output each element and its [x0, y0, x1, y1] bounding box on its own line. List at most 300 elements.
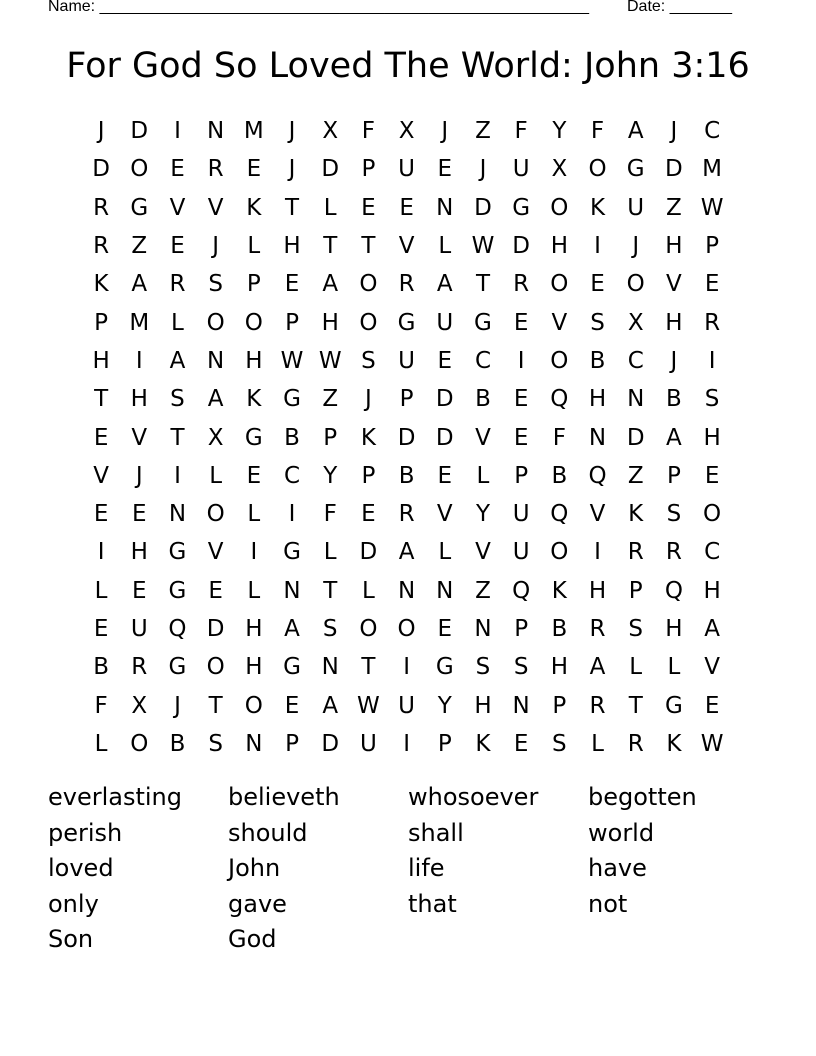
grid-letter[interactable]: R	[207, 156, 224, 183]
grid-letter[interactable]: B	[284, 424, 300, 451]
grid-letter[interactable]: O	[550, 194, 569, 221]
word-list-item: begotten	[588, 783, 697, 811]
grid-letter[interactable]: K	[666, 730, 682, 757]
grid-letter[interactable]: G	[283, 386, 301, 413]
grid-letter[interactable]: G	[474, 309, 492, 336]
grid-letter[interactable]: E	[437, 616, 453, 642]
grid-letter[interactable]: E	[513, 309, 529, 336]
grid-letter[interactable]: U	[130, 616, 148, 642]
grid-letter[interactable]: Z	[322, 386, 339, 413]
grid-letter[interactable]: J	[479, 156, 487, 183]
grid-letter[interactable]: D	[435, 424, 454, 451]
grid-letter[interactable]: L	[361, 577, 375, 604]
grid-letter[interactable]: O	[626, 271, 645, 298]
grid-letter[interactable]: I	[594, 539, 601, 566]
grid-letter[interactable]: E	[590, 271, 605, 298]
grid-letter[interactable]: E	[93, 501, 109, 528]
grid-letter[interactable]: R	[589, 692, 606, 719]
page-title: For God So Loved The World: John 3:16	[66, 46, 750, 86]
grid-letter[interactable]: V	[475, 539, 491, 566]
grid-letter[interactable]: Y	[437, 692, 452, 719]
grid-letter[interactable]: B	[551, 616, 568, 642]
grid-letter[interactable]: S	[628, 616, 644, 642]
grid-letter[interactable]: U	[398, 347, 416, 374]
grid-letter[interactable]: V	[551, 309, 568, 336]
grid-letter[interactable]: L	[629, 654, 643, 681]
grid-letter[interactable]: O	[244, 692, 263, 719]
grid-letter[interactable]: V	[436, 501, 453, 528]
grid-letter[interactable]: B	[475, 386, 491, 413]
grid-letter[interactable]: B	[666, 386, 682, 413]
grid-letter[interactable]: X	[398, 118, 415, 145]
grid-letter[interactable]: E	[513, 424, 529, 451]
grid-letter[interactable]: I	[97, 539, 105, 566]
grid-letter[interactable]: L	[438, 539, 452, 566]
grid-letter[interactable]: A	[169, 347, 186, 374]
grid-letter[interactable]: E	[513, 730, 529, 757]
grid-letter[interactable]: H	[665, 233, 683, 260]
grid-letter[interactable]: V	[398, 233, 415, 260]
grid-letter[interactable]: W	[280, 347, 304, 374]
grid-letter[interactable]: A	[322, 271, 339, 298]
grid-letter[interactable]: P	[514, 616, 529, 642]
grid-letter[interactable]: P	[628, 577, 643, 604]
grid-letter[interactable]: E	[93, 424, 109, 451]
grid-letter[interactable]: S	[208, 271, 223, 298]
grid-letter[interactable]: K	[360, 424, 376, 451]
grid-letter[interactable]: E	[132, 577, 147, 604]
grid-letter[interactable]: N	[512, 692, 530, 719]
grid-letter[interactable]: Q	[550, 386, 569, 413]
grid-letter[interactable]: I	[708, 347, 716, 374]
grid-letter[interactable]: P	[399, 386, 414, 413]
word-list-item: world	[588, 818, 655, 847]
grid-letter[interactable]: J	[174, 692, 181, 719]
grid-letter[interactable]: M	[129, 309, 150, 336]
grid-letter[interactable]: R	[93, 233, 110, 260]
grid-letter[interactable]: K	[246, 386, 262, 413]
grid-letter[interactable]: I	[403, 654, 410, 681]
grid-letter[interactable]: D	[359, 539, 378, 566]
grid-letter[interactable]: H	[703, 577, 721, 604]
grid-letter[interactable]: R	[93, 194, 110, 221]
grid-letter[interactable]: S	[552, 730, 567, 757]
grid-letter[interactable]: R	[169, 271, 186, 298]
grid-letter[interactable]: E	[361, 194, 376, 221]
grid-letter[interactable]: O	[359, 271, 378, 298]
grid-letter[interactable]: B	[169, 730, 186, 757]
grid-letter[interactable]: L	[247, 233, 261, 260]
grid-letter[interactable]: F	[94, 692, 108, 719]
grid-letter[interactable]: F	[590, 118, 605, 145]
grid-letter[interactable]: Y	[323, 462, 338, 489]
grid-letter[interactable]: Z	[131, 233, 148, 260]
grid-letter[interactable]: N	[321, 654, 339, 681]
grid-letter[interactable]: H	[474, 692, 492, 719]
grid-letter[interactable]: H	[245, 654, 263, 681]
grid-letter[interactable]: U	[398, 156, 416, 183]
grid-letter[interactable]: Z	[475, 577, 491, 604]
grid-letter[interactable]: I	[403, 730, 410, 757]
grid-letter[interactable]: M	[702, 156, 723, 183]
grid-letter[interactable]: T	[475, 271, 490, 298]
grid-letter[interactable]: R	[131, 654, 148, 681]
grid-letter[interactable]: D	[130, 118, 149, 145]
grid-letter[interactable]: Q	[664, 577, 683, 604]
grid-letter[interactable]: U	[436, 309, 454, 336]
grid-letter[interactable]: W	[318, 347, 342, 374]
grid-letter[interactable]: R	[627, 539, 644, 566]
grid-letter[interactable]: S	[513, 654, 529, 681]
grid-letter[interactable]: G	[168, 577, 187, 604]
grid-letter[interactable]: I	[250, 539, 258, 566]
grid-letter[interactable]: J	[365, 386, 372, 413]
grid-letter[interactable]: A	[704, 616, 720, 642]
word-list-item: John	[228, 854, 281, 882]
grid-letter[interactable]: O	[359, 309, 378, 336]
grid-letter[interactable]: L	[667, 654, 681, 681]
grid-letter[interactable]: L	[209, 462, 223, 489]
grid-letter[interactable]: E	[704, 271, 720, 298]
grid-letter[interactable]: J	[97, 118, 105, 145]
grid-letter[interactable]: D	[321, 156, 340, 183]
grid-letter[interactable]: F	[552, 424, 566, 451]
grid-letter[interactable]: L	[591, 730, 604, 757]
grid-letter[interactable]: E	[93, 616, 109, 642]
grid-letter[interactable]: H	[130, 539, 148, 566]
grid-letter[interactable]: T	[361, 233, 376, 260]
grid-letter[interactable]: P	[246, 271, 261, 298]
grid-letter[interactable]: K	[589, 194, 606, 221]
grid-letter[interactable]: X	[627, 309, 644, 336]
grid-letter[interactable]: E	[704, 462, 720, 489]
grid-letter[interactable]: Q	[550, 501, 569, 528]
grid-letter[interactable]: V	[131, 424, 148, 451]
grid-letter[interactable]: N	[627, 386, 645, 413]
grid-letter[interactable]: Q	[168, 616, 187, 642]
grid-letter[interactable]: K	[628, 501, 644, 528]
grid-letter[interactable]: D	[665, 156, 683, 183]
grid-letter[interactable]: X	[322, 118, 339, 145]
grid-letter[interactable]: P	[285, 309, 299, 336]
grid-letter[interactable]: U	[398, 692, 416, 719]
grid-letter[interactable]: Y	[552, 118, 567, 145]
grid-letter[interactable]: E	[170, 233, 185, 260]
grid-letter[interactable]: O	[703, 501, 722, 528]
grid-letter[interactable]: S	[208, 730, 223, 757]
grid-letter[interactable]: L	[323, 194, 337, 221]
grid-letter[interactable]: W	[357, 692, 380, 719]
grid-letter[interactable]: M	[243, 118, 264, 145]
grid-letter[interactable]: D	[474, 194, 492, 221]
grid-letter[interactable]: H	[245, 616, 263, 642]
grid-letter[interactable]: J	[670, 347, 678, 374]
grid-letter[interactable]: T	[170, 424, 185, 451]
grid-letter[interactable]: L	[323, 539, 337, 566]
grid-letter[interactable]: Q	[512, 577, 531, 604]
grid-letter[interactable]: B	[93, 654, 109, 681]
grid-letter[interactable]: Z	[666, 194, 682, 221]
grid-letter[interactable]: R	[589, 616, 606, 642]
word-list-item: have	[588, 854, 647, 882]
grid-letter[interactable]: F	[361, 118, 376, 145]
grid-letter[interactable]: D	[435, 386, 454, 413]
grid-letter[interactable]: O	[550, 347, 569, 374]
grid-letter[interactable]: N	[588, 424, 607, 451]
word-list-item: Son	[48, 925, 94, 953]
grid-letter[interactable]: G	[283, 539, 301, 566]
grid-letter[interactable]: H	[283, 233, 301, 260]
grid-letter[interactable]: E	[132, 501, 147, 528]
grid-letter[interactable]: G	[626, 156, 645, 183]
grid-letter[interactable]: K	[93, 271, 109, 298]
grid-letter[interactable]: C	[284, 462, 301, 489]
grid-letter[interactable]: U	[359, 730, 377, 757]
grid-letter[interactable]: G	[168, 539, 187, 566]
grid-letter[interactable]: A	[398, 539, 415, 566]
grid-letter[interactable]: U	[512, 539, 530, 566]
grid-letter[interactable]: D	[626, 424, 645, 451]
grid-letter[interactable]: O	[550, 539, 569, 566]
grid-letter[interactable]: T	[208, 692, 223, 719]
grid-letter[interactable]: A	[207, 386, 224, 413]
grid-letter[interactable]: H	[130, 386, 148, 413]
grid-letter[interactable]: J	[135, 462, 143, 489]
grid-letter[interactable]: P	[705, 233, 720, 260]
grid-letter[interactable]: R	[704, 309, 721, 336]
grid-letter[interactable]: E	[246, 462, 262, 489]
grid-letter[interactable]: W	[471, 233, 495, 260]
grid-letter[interactable]: A	[284, 616, 300, 642]
grid-letter[interactable]: E	[437, 156, 453, 183]
grid-letter[interactable]: E	[208, 577, 223, 604]
grid-letter[interactable]: Q	[588, 462, 607, 489]
grid-letter[interactable]: R	[627, 730, 644, 757]
grid-letter[interactable]: V	[704, 654, 720, 681]
grid-letter[interactable]: S	[590, 309, 605, 336]
grid-letter[interactable]: P	[285, 730, 299, 757]
grid-letter[interactable]: S	[170, 386, 185, 413]
grid-letter[interactable]: N	[283, 577, 301, 604]
grid-letter[interactable]: N	[474, 616, 492, 642]
grid-letter[interactable]: G	[244, 424, 263, 451]
grid-letter[interactable]: A	[666, 424, 682, 451]
grid-letter[interactable]: H	[550, 233, 568, 260]
grid-letter[interactable]: P	[514, 462, 529, 489]
grid-letter[interactable]: B	[589, 347, 606, 374]
grid-letter[interactable]: Z	[475, 118, 491, 145]
grid-letter[interactable]: D	[321, 730, 340, 757]
grid-letter[interactable]: E	[284, 692, 300, 719]
grid-letter[interactable]: R	[665, 539, 682, 566]
grid-letter[interactable]: E	[399, 194, 414, 221]
grid-letter[interactable]: J	[288, 118, 296, 145]
grid-letter[interactable]: O	[206, 654, 225, 681]
grid-letter[interactable]: V	[589, 501, 606, 528]
grid-letter[interactable]: S	[666, 501, 682, 528]
grid-letter[interactable]: O	[359, 616, 378, 642]
grid-letter[interactable]: H	[321, 309, 339, 336]
grid-letter[interactable]: L	[476, 462, 490, 489]
grid-letter[interactable]: H	[550, 654, 568, 681]
grid-letter[interactable]: O	[588, 156, 607, 183]
grid-letter[interactable]: V	[207, 194, 224, 221]
grid-letter[interactable]: D	[397, 424, 416, 451]
grid-letter[interactable]: N	[207, 118, 225, 145]
grid-letter[interactable]: A	[589, 654, 606, 681]
grid-letter[interactable]: O	[206, 309, 225, 336]
word-list-item: everlasting	[48, 783, 183, 811]
grid-letter[interactable]: S	[704, 386, 720, 413]
grid-letter[interactable]: O	[206, 501, 225, 528]
grid-letter[interactable]: T	[285, 194, 300, 221]
grid-letter[interactable]: G	[283, 654, 301, 681]
grid-letter[interactable]: E	[437, 462, 453, 489]
grid-letter[interactable]: G	[397, 309, 416, 336]
grid-letter[interactable]: Z	[627, 462, 644, 489]
word-list-item: loved	[48, 854, 114, 882]
grid-letter[interactable]: L	[171, 309, 184, 336]
grid-letter[interactable]: J	[670, 118, 678, 145]
grid-letter[interactable]: J	[441, 118, 449, 145]
grid-letter[interactable]: H	[245, 347, 263, 374]
grid-letter[interactable]: P	[361, 462, 376, 489]
grid-letter[interactable]: V	[93, 462, 109, 489]
grid-letter[interactable]: D	[512, 233, 531, 260]
grid-letter[interactable]: A	[131, 271, 148, 298]
grid-letter[interactable]: G	[130, 194, 149, 221]
grid-letter[interactable]: O	[130, 730, 149, 757]
grid-letter[interactable]: I	[174, 118, 181, 145]
grid-letter[interactable]: G	[664, 692, 683, 719]
grid-letter[interactable]: T	[628, 692, 643, 719]
grid-letter[interactable]: R	[398, 501, 415, 528]
grid-letter[interactable]: J	[288, 156, 296, 183]
grid-letter[interactable]: H	[665, 616, 683, 642]
grid-letter[interactable]: U	[512, 156, 530, 183]
grid-letter[interactable]: D	[92, 156, 110, 183]
grid-letter[interactable]: G	[435, 654, 454, 681]
grid-letter[interactable]: L	[94, 730, 108, 757]
grid-letter[interactable]: U	[512, 501, 530, 528]
grid-letter[interactable]: P	[666, 462, 681, 489]
grid-letter[interactable]: A	[436, 271, 453, 298]
grid-letter[interactable]: E	[437, 347, 453, 374]
grid-letter[interactable]: V	[169, 194, 186, 221]
grid-letter[interactable]: T	[323, 577, 338, 604]
grid-letter[interactable]: P	[94, 309, 109, 336]
grid-letter[interactable]: N	[397, 577, 416, 604]
grid-letter[interactable]: H	[588, 577, 607, 604]
grid-letter[interactable]: O	[550, 271, 569, 298]
grid-letter[interactable]: I	[174, 462, 181, 489]
grid-letter[interactable]: T	[94, 386, 109, 413]
grid-letter[interactable]: T	[361, 654, 376, 681]
grid-letter[interactable]: W	[700, 194, 724, 221]
grid-letter[interactable]: E	[170, 156, 185, 183]
grid-letter[interactable]: X	[131, 692, 148, 719]
grid-letter[interactable]: V	[207, 539, 224, 566]
grid-letter[interactable]: N	[168, 501, 187, 528]
grid-letter[interactable]: E	[246, 156, 262, 183]
grid-letter[interactable]: F	[514, 118, 528, 145]
grid-letter[interactable]: J	[212, 233, 220, 260]
grid-letter[interactable]: T	[323, 233, 338, 260]
grid-letter[interactable]: P	[361, 156, 376, 183]
grid-letter[interactable]: F	[323, 501, 337, 528]
grid-letter[interactable]: H	[703, 424, 721, 451]
grid-letter[interactable]: Y	[475, 501, 490, 528]
grid-letter[interactable]: E	[361, 501, 376, 528]
grid-letter[interactable]: B	[551, 462, 568, 489]
grid-letter[interactable]: H	[92, 347, 110, 374]
grid-letter[interactable]: G	[168, 654, 187, 681]
grid-letter[interactable]: V	[475, 424, 491, 451]
grid-letter[interactable]: B	[398, 462, 415, 489]
grid-letter[interactable]: I	[517, 347, 525, 374]
date-field[interactable]: Date: _______	[627, 0, 732, 15]
grid-letter[interactable]: C	[627, 347, 644, 374]
grid-letter[interactable]: S	[322, 616, 338, 642]
grid-letter[interactable]: E	[513, 386, 529, 413]
grid-letter[interactable]: C	[474, 347, 491, 374]
grid-letter[interactable]: L	[438, 233, 452, 260]
name-field[interactable]: Name: _______________________________________________________	[48, 0, 589, 15]
grid-letter[interactable]: X	[551, 156, 568, 183]
grid-letter[interactable]: N	[207, 347, 225, 374]
grid-letter[interactable]: X	[207, 424, 224, 451]
grid-letter[interactable]: G	[512, 194, 531, 221]
grid-letter[interactable]: O	[130, 156, 149, 183]
grid-letter[interactable]: K	[551, 577, 567, 604]
grid-letter[interactable]: P	[323, 424, 338, 451]
grid-letter[interactable]: N	[245, 730, 263, 757]
grid-letter[interactable]: N	[436, 577, 454, 604]
grid-letter[interactable]: L	[94, 577, 108, 604]
grid-letter[interactable]: P	[552, 692, 567, 719]
grid-letter[interactable]: K	[246, 194, 262, 221]
grid-letter[interactable]: K	[475, 730, 491, 757]
grid-letter[interactable]: C	[704, 539, 721, 566]
grid-letter[interactable]: C	[704, 118, 721, 145]
grid-letter[interactable]: P	[437, 730, 452, 757]
grid-letter[interactable]: H	[588, 386, 607, 413]
grid-letter[interactable]: I	[135, 347, 143, 374]
word-list-item: not	[588, 889, 628, 918]
grid-letter[interactable]: E	[704, 692, 720, 719]
grid-letter[interactable]: L	[247, 501, 261, 528]
grid-letter[interactable]: I	[288, 501, 296, 528]
grid-letter[interactable]: L	[247, 577, 261, 604]
grid-letter[interactable]: N	[436, 194, 454, 221]
grid-letter[interactable]: J	[632, 233, 640, 260]
grid-letter[interactable]: H	[665, 309, 683, 336]
grid-letter[interactable]: E	[284, 271, 300, 298]
grid-letter[interactable]: A	[627, 118, 644, 145]
grid-letter[interactable]: I	[594, 233, 601, 260]
grid-letter[interactable]: D	[206, 616, 225, 642]
grid-letter[interactable]: W	[700, 730, 724, 757]
grid-letter[interactable]: S	[361, 347, 376, 374]
grid-letter[interactable]: R	[513, 271, 530, 298]
grid-letter[interactable]: V	[666, 271, 682, 298]
grid-letter[interactable]: O	[244, 309, 263, 336]
grid-letter[interactable]: R	[398, 271, 415, 298]
grid-letter[interactable]: A	[322, 692, 339, 719]
grid-letter[interactable]: U	[627, 194, 645, 221]
grid-letter[interactable]: O	[397, 616, 416, 642]
grid-letter[interactable]: S	[475, 654, 491, 681]
